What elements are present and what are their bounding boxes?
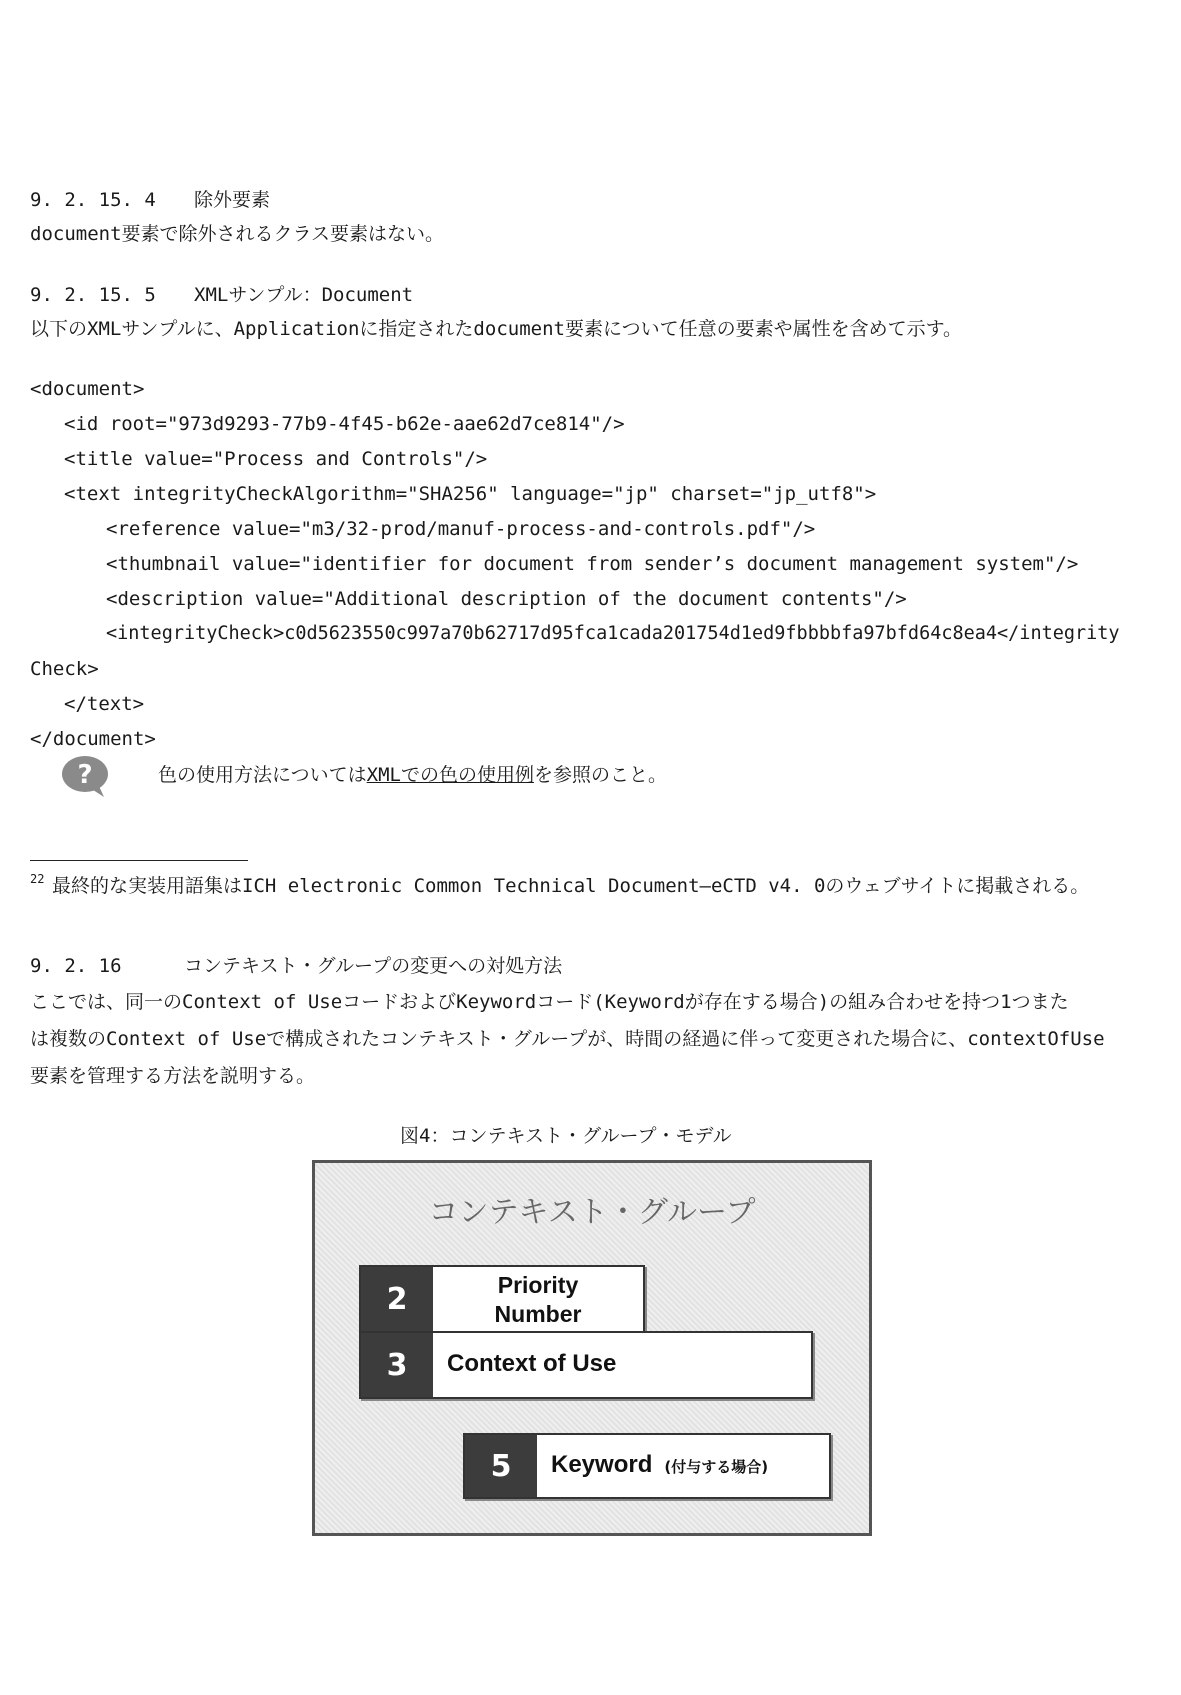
priority-number-label: Priority Number bbox=[494, 1272, 582, 1327]
section-title: 除外要素 bbox=[194, 189, 271, 211]
xml-line: <thumbnail value="identifier for document from sender’s document management system"/> bbox=[106, 553, 1079, 575]
color-usage-link[interactable]: XMLでの色の使用例 bbox=[366, 764, 534, 786]
xml-line: <title value="Process and Controls"/> bbox=[64, 448, 488, 470]
context-of-use-index: 3 bbox=[361, 1333, 433, 1397]
keyword-box bbox=[463, 1433, 831, 1499]
footnote-separator bbox=[30, 860, 248, 861]
section-number: 9. 2. 15. 4 bbox=[30, 189, 156, 211]
xml-line: Check> bbox=[30, 658, 99, 680]
priority-number-index: 2 bbox=[361, 1267, 433, 1331]
paragraph-line: ここでは、同一のContext of UseコードおよびKeywordコード(Keywordが存在する場合)の組み合わせを持つ1つまた bbox=[30, 991, 1069, 1013]
priority-number-box bbox=[359, 1265, 645, 1333]
context-group-figure bbox=[312, 1160, 872, 1536]
xml-line: <description value="Additional description of the document contents"/> bbox=[106, 588, 907, 610]
xml-line: </text> bbox=[64, 693, 145, 715]
context-of-use-box bbox=[359, 1331, 813, 1399]
xml-line: <integrityCheck>c0d5623550c997a70b62717d95fca1cada201754d1ed9fbbbbfa97bfd64c8ea4</integrity bbox=[106, 623, 1120, 644]
paragraph-line: は複数のContext of Useで構成されたコンテキスト・グループが、時間の経過に伴って変更された場合に、contextOfUse bbox=[30, 1028, 1105, 1050]
paragraph: 以下のXMLサンプルに、Applicationに指定されたdocument要素について任意の要素や属性を含めて示す。 bbox=[30, 318, 963, 340]
xml-line: </document> bbox=[30, 728, 156, 750]
section-number: 9. 2. 15. 5 bbox=[30, 284, 156, 306]
figure-title: コンテキスト・グループ bbox=[428, 1195, 756, 1230]
section-title: コンテキスト・グループの変更への対処方法 bbox=[184, 955, 563, 977]
xml-line: <id root="973d9293-77b9-4f45-b62e-aae62d7ce814"/> bbox=[64, 413, 625, 435]
keyword-index: 5 bbox=[465, 1435, 537, 1497]
section-number: 9. 2. 16 bbox=[30, 955, 122, 977]
footnote-mark: 22 bbox=[30, 872, 45, 886]
paragraph-line: 要素を管理する方法を説明する。 bbox=[30, 1065, 316, 1087]
figure-caption: 図4：コンテキスト・グループ・モデル bbox=[400, 1125, 732, 1147]
svg-text:?: ? bbox=[77, 760, 93, 790]
footnote-text: 最終的な実装用語集はICH electronic Common Technical Document—eCTD v4. 0のウェブサイトに掲載される。 bbox=[52, 875, 1090, 897]
keyword-label: Keyword (付与する場合) bbox=[551, 1451, 769, 1478]
question-bubble-icon bbox=[60, 754, 110, 798]
xml-line: <document> bbox=[30, 378, 145, 400]
xml-line: <reference value="m3/32-prod/manuf-process-and-controls.pdf"/> bbox=[106, 518, 816, 540]
note-text: 色の使用方法についてはXMLでの色の使用例を参照のこと。 bbox=[158, 764, 667, 786]
xml-line: <text integrityCheckAlgorithm="SHA256" language="jp" charset="jp_utf8"> bbox=[64, 483, 877, 505]
paragraph: document要素で除外されるクラス要素はない。 bbox=[30, 223, 444, 245]
section-title: XMLサンプル：Document bbox=[194, 284, 414, 306]
context-of-use-label: Context of Use bbox=[447, 1350, 617, 1377]
